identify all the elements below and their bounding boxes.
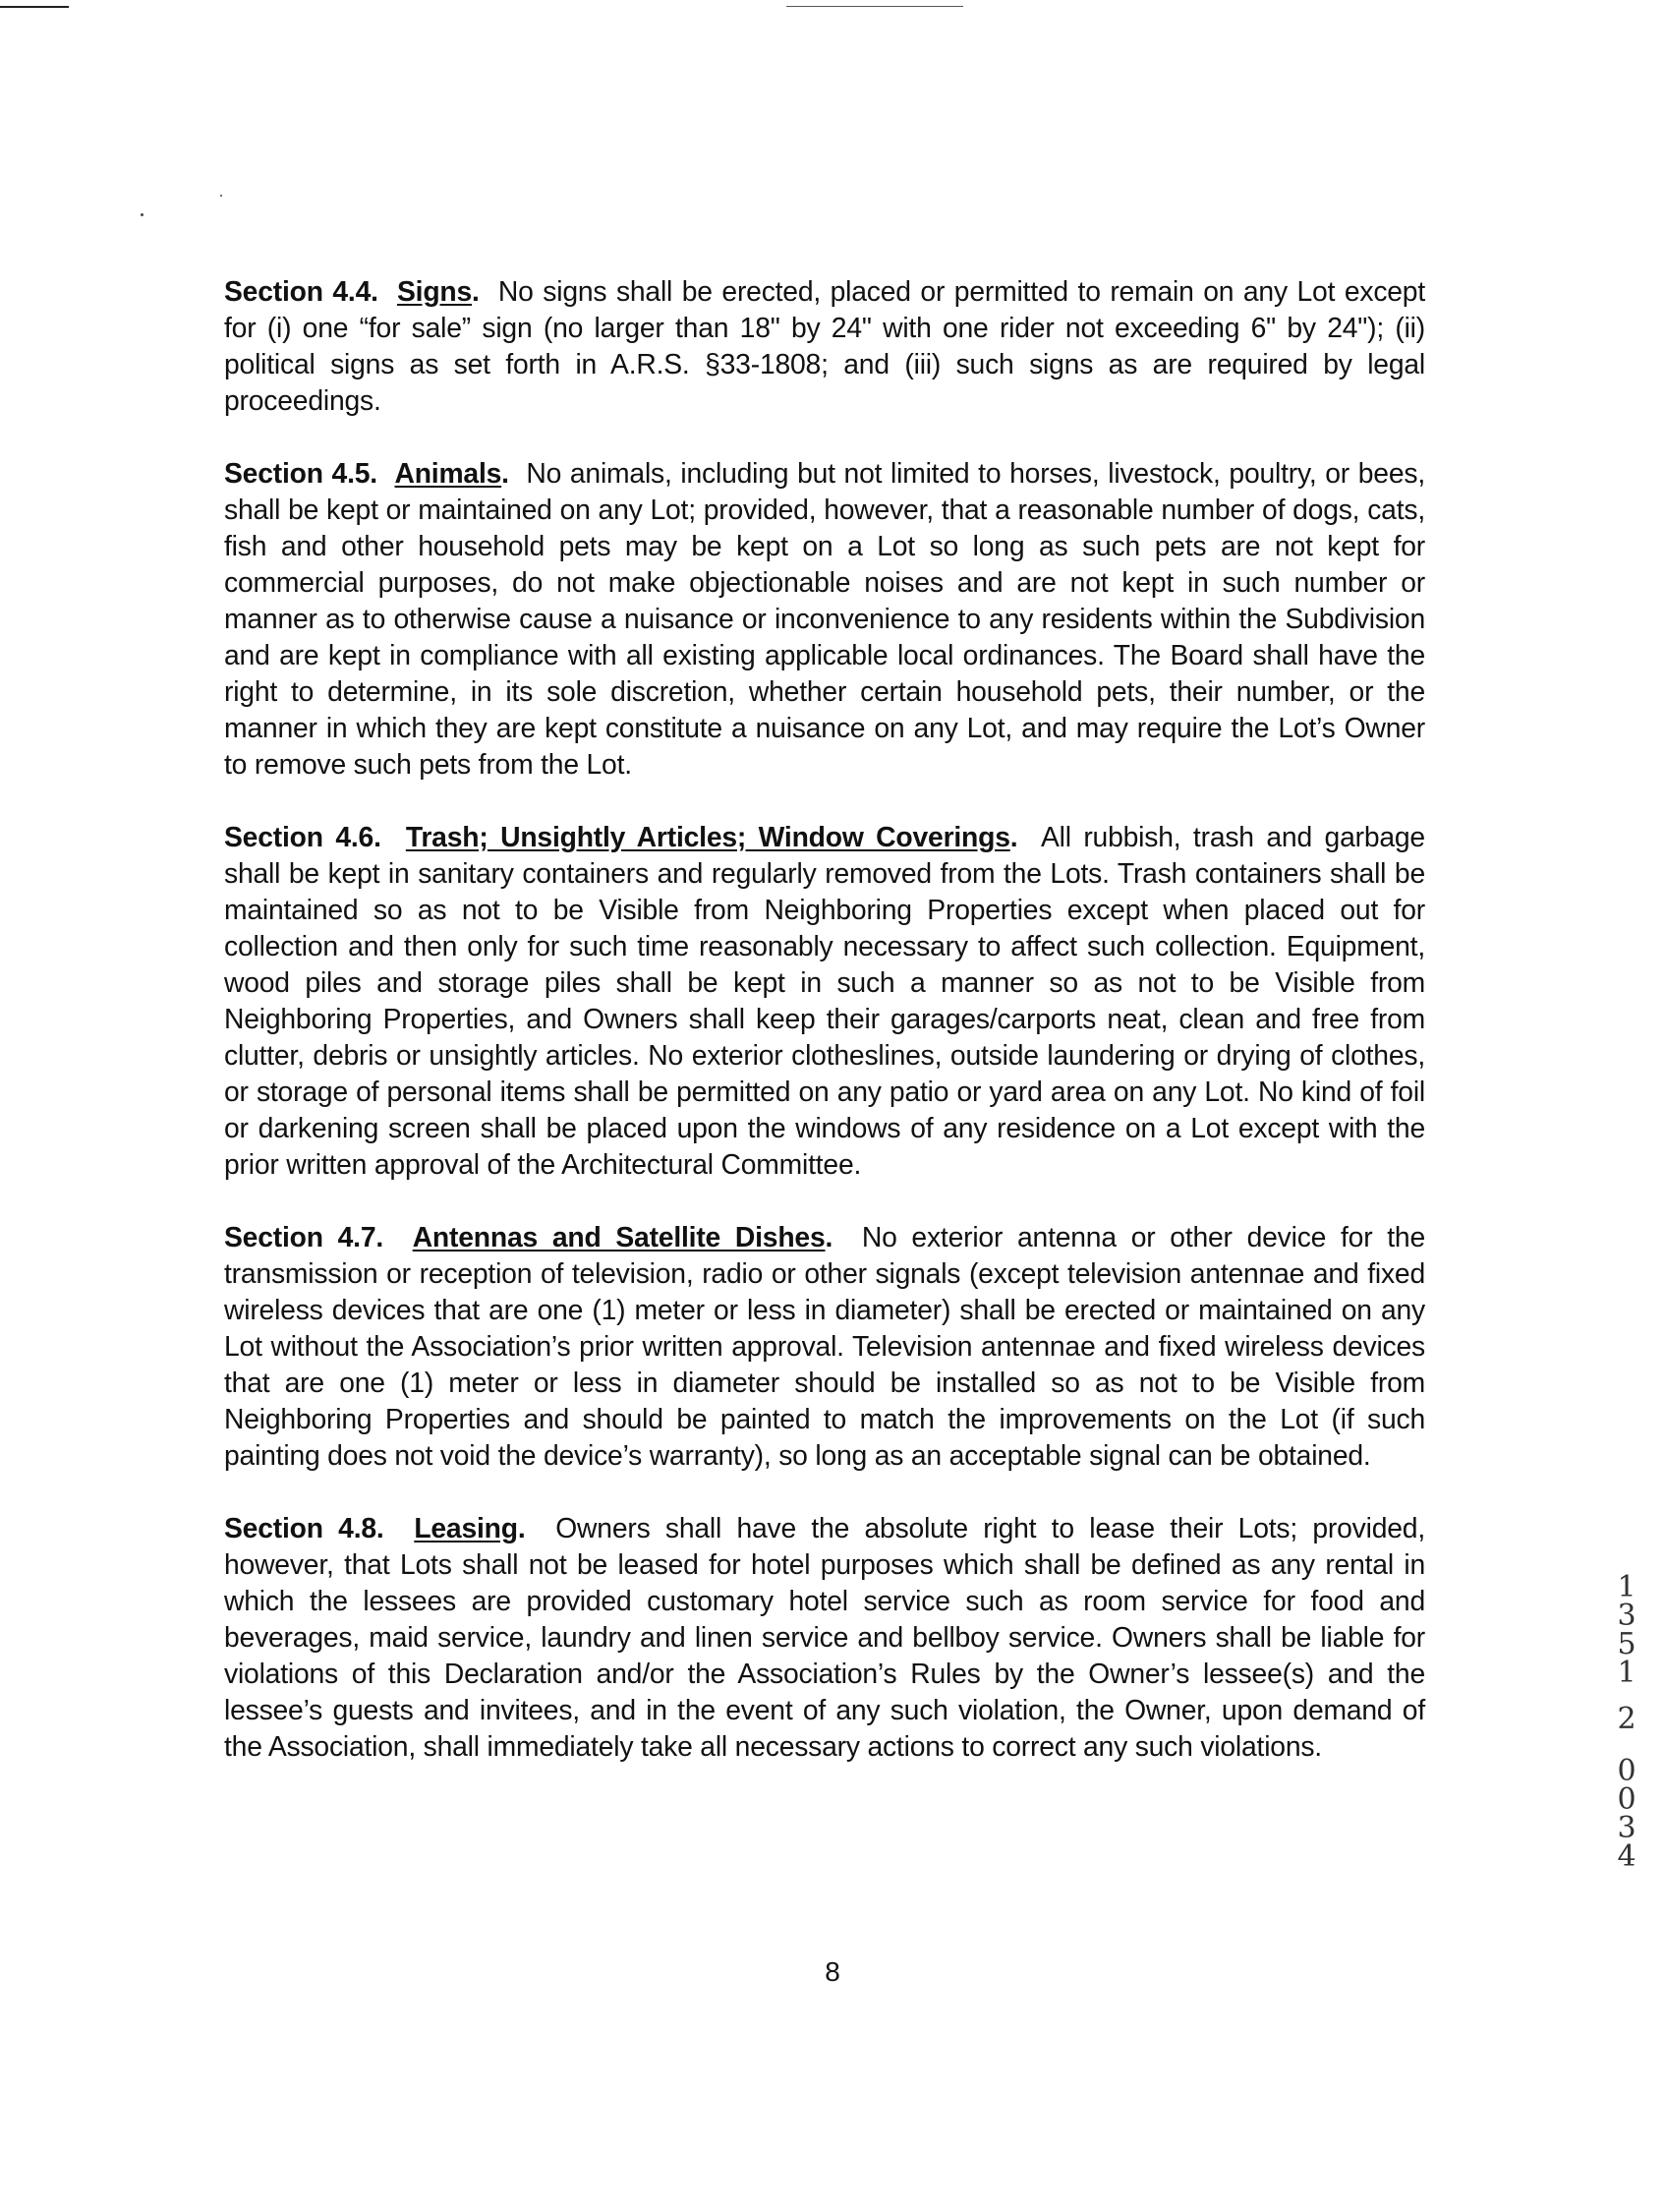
stamp-second-group [1612,1754,1641,1874]
scan-artifact-line [0,6,69,8]
section-heading: Signs [397,275,473,307]
section-number: Section 4.8. [224,1512,384,1543]
section-number: Section 4.7. [224,1221,384,1252]
stamp-character: 4 [1617,1839,1636,1874]
stamp-character: 5 [1617,1627,1636,1661]
section-text: Owners shall have the absolute right to lease their Lots; provided, however, that Lots shall not be leased for hotel purposes which shall be defined as any rental in which the lessees are provided customary hotel service such as room service for food and beverages, maid service, laundry and linen service and bellboy service. Owners shall be liable for violations of this Declaration and/or the Association’s Rules by the Owner’s lessee(s) and the lessee’s guests and invitees, and in the event of any such violation, the Owner, upon demand of the Association, shall immediately take all necessary actions to correct any such violations. [224,1512,1425,1762]
page-number: 8 [825,1956,840,1987]
stamp-character: 1 [1617,1656,1636,1690]
section-text: No animals, including but not limited to horses, livestock, poultry, or bees, shall be kept or maintained on any Lot; provided, however, that a reasonable number of dogs, cats, fish and other household pets may be kept on a Lot so long as such pets are not kept for commercial purposes, do not make objectionable noises and are not kept in such number or manner as to otherwise cause a nuisance or inconvenience to any residents within the Subdivision and are kept in compliance with all existing applicable local ordinances. The Board shall have the right to determine, in its sole discretion, whether certain household pets, their number, or the manner in which they are kept constitute a nuisance on any Lot, and may require the Lot’s Owner to remove such pets from the Lot. [224,457,1425,780]
stamp-character: 1 [1617,1570,1636,1604]
stamp-character: 3 [1617,1811,1636,1845]
section-4-5: Section 4.5. Animals. No animals, including but not limited to horses, livestock, poultry, or bees, shall be kept or maintained on any Lot; provided, however, that a reasonable number of dogs, cats, fish and other household pets may be kept on a Lot so long as such pets are not kept for commercial purposes, do not make objectionable noises and are not kept in such number or manner as to otherwise cause a nuisance or inconvenience to any residents within the Subdivision and are kept in compliance with all existing applicable local ordinances. The Board shall have the right to determine, in its sole discretion, whether certain household pets, their number, or the manner in which they are kept constitute a nuisance on any Lot, and may require the Lot’s Owner to remove such pets from the Lot. [224,457,1425,780]
section-number: Section 4.6. [224,821,381,852]
scan-speck [220,195,222,197]
section-number: Section 4.4. [224,275,378,307]
section-heading: Antennas and Satellite Dishes [412,1221,826,1252]
section-4-8: Section 4.8. Leasing. Owners shall have the absolute right to lease their Lots; provided, however, that Lots shall not be leased for hotel purposes which shall be defined as any rental in which the lessees are provided customary hotel service such as room service for food and beverages, maid service, laundry and linen service and bellboy service. Owners shall be liable for violations of this Declaration and/or the Association’s Rules by the Owner’s lessee(s) and the lessee’s guests and invitees, and in the event of any such violation, the Owner, upon demand of the Association, shall immediately take all necessary actions to correct any such violations. [224,1512,1425,1762]
recording-stamp [1612,1570,1641,1874]
document-body [224,273,1425,1801]
section-4-6: Section 4.6. Trash; Unsightly Articles; Window Coverings. All rubbish, trash and garbage shall be kept in sanitary containers and regularly removed from the Lots. Trash containers shall be maintained so as not to be Visible from Neighboring Properties except when placed out for collection and then only for such time reasonably necessary to affect such collection. Equipment, wood piles and storage piles shall be kept in such a manner so as not to be Visible from Neighboring Properties, and Owners shall keep their garages/carports neat, clean and free from clutter, debris or unsightly articles. No exterior clotheslines, outside laundering or drying of clothes, or storage of personal items shall be permitted on any patio or yard area on any Lot. No kind of foil or darkening screen shall be placed upon the windows of any residence on a Lot except with the prior written approval of the Architectural Committee. [224,821,1425,1180]
section-4-7: Section 4.7. Antennas and Satellite Dishes. No exterior antenna or other device for the transmission or reception of television, radio or other signals (except television antennae and fixed wireless devices that are one (1) meter or less in diameter) shall be erected or maintained on any Lot without the Association’s prior written approval. Television antennae and fixed wireless devices that are one (1) meter or less in diameter should be installed so as not to be Visible from Neighboring Properties and should be painted to match the improvements on the Lot (if such painting does not void the device’s warranty), so long as an acceptable signal can be obtained. [224,1221,1426,1471]
scan-artifact-line [786,6,963,7]
section-text: No signs shall be erected, placed or permitted to remain on any Lot except for (i) one “for sale” sign (no larger than 18" by 24" with one rider not exceeding 6" by 24"); (ii) political signs as set forth in A.R.S. §33-1808; and (iii) such signs as are required by legal proceedings. [224,275,1426,416]
stamp-character: 0 [1617,1754,1636,1788]
section-heading: Leasing [414,1512,518,1543]
section-text: All rubbish, trash and garbage shall be kept in sanitary containers and regularly removed from the Lots. Trash containers shall be maintained so as not to be Visible from Neighboring Properties except when placed out for collection and then only for such time reasonably necessary to affect such collection. Equipment, wood piles and storage piles shall be kept in such a manner so as not to be Visible from Neighboring Properties, and Owners shall keep their garages/carports neat, clean and free from clutter, debris or unsightly articles. No exterior clotheslines, outside laundering or drying of clothes, or storage of personal items shall be permitted on any patio or yard area on any Lot. No kind of foil or darkening screen shall be placed upon the windows of any residence on a Lot except with the prior written approval of the Architectural Committee. [224,821,1425,1180]
section-heading: Animals [394,457,502,489]
section-number: Section 4.5. [224,457,377,489]
stamp-character: 2 [1617,1702,1636,1736]
stamp-character: 0 [1617,1782,1636,1817]
stamp-first-group [1612,1570,1641,1736]
scan-speck [141,213,144,216]
stamp-character: 3 [1617,1599,1636,1633]
section-4-4: Section 4.4. Signs. No signs shall be erected, placed or permitted to remain on any Lot except for (i) one “for sale” sign (no larger than 18" by 24" with one rider not exceeding 6" by 24"); (ii) political signs as set forth in A.R.S. §33-1808; and (iii) such signs as are required by legal proceedings. [224,275,1426,416]
section-text: No exterior antenna or other device for the transmission or reception of television, radio or other signals (except television antennae and fixed wireless devices that are one (1) meter or less in diameter) shall be erected or maintained on any Lot without the Association’s prior written approval. Television antennae and fixed wireless devices that are one (1) meter or less in diameter should be installed so as not to be Visible from Neighboring Properties and should be painted to match the improvements on the Lot (if such painting does not void the device’s warranty), so long as an acceptable signal can be obtained. [224,1221,1426,1471]
section-heading: Trash; Unsightly Articles; Window Coverings [405,821,1010,852]
